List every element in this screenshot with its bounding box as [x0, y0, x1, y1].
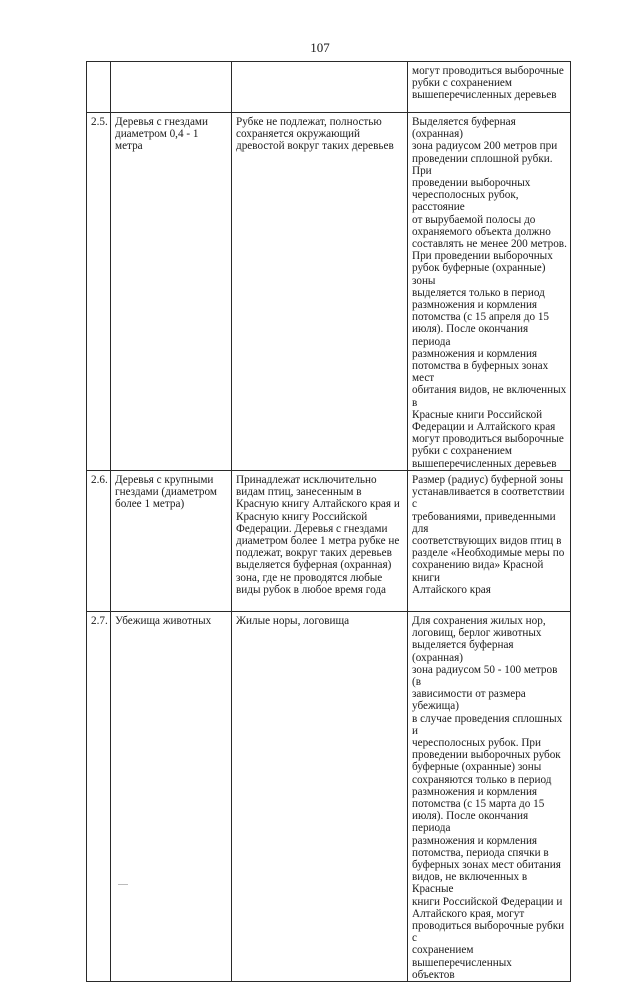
- row-number-cell: [87, 113, 111, 471]
- description-cell: [232, 62, 408, 113]
- row-number: 2.5.: [91, 116, 108, 128]
- measures-cell: [408, 113, 571, 471]
- table-row: [87, 611, 571, 981]
- object-description: Принадлежат исключительно видам птиц, занесенным в Красную книгу Алтайского края и Красную книгу Российской Федерации. Деревья с гнездами диаметром более 1 метра рубке не подлежат, вокруг таких деревьев выделяется буферная (охранная) зона, где не проводятся любые виды рубок в любое время года: [236, 473, 400, 596]
- measures-cell: [408, 611, 571, 981]
- description-cell: [232, 611, 408, 981]
- object-name: Деревья с крупными гнездами (диаметром более 1 метра): [115, 473, 217, 511]
- row-number: 2.6.: [91, 473, 108, 486]
- description-cell: [232, 470, 408, 611]
- object-cell: [111, 113, 232, 471]
- protection-measures: Выделяется буферная (охранная) зона радиусом 200 метров при проведении сплошной рубки. При проведении выборочных чересполосных рубок, расстояние от вырубаемой полосы до охраняемого объекта должно составлять не менее 200 метров. При проведении выборочных рубок буферные (охранные) зоны выделяется только в период размножения и кормления потомства (с 15 апреля до 15 июля). После окончания периода размножения и кормления потомства в буферных зонах мест обитания видов, не включенных в Красные книги Российской Федерации и Алтайского края могут проводиться выборочные рубки с сохранением вышеперечисленных деревьев: [412, 116, 567, 470]
- row-number: 2.7.: [91, 614, 108, 627]
- object-cell: [111, 611, 232, 981]
- measures-cell: [408, 470, 571, 611]
- table-row: [87, 62, 571, 113]
- scan-artifact: [118, 884, 128, 885]
- protection-measures: Размер (радиус) буферной зоны устанавливается в соответствии с требованиями, приведенными для соответствующих видов птиц в разделе «Необходимые меры по сохранению вида» Красной книги Алтайского края: [412, 473, 565, 596]
- object-description: Жилые норы, логовища: [236, 614, 350, 627]
- table-row: [87, 113, 571, 471]
- row-number-cell: [87, 62, 111, 113]
- row-number-cell: [87, 470, 111, 611]
- table-row: [87, 470, 571, 611]
- measures-table: [86, 61, 571, 982]
- object-description: Рубке не подлежат, полностью сохраняется окружающий древостой вокруг таких деревьев: [236, 116, 394, 153]
- protection-measures: Для сохранения жилых нор, логовищ, берлог животных выделяется буферная (охранная) зона радиусом 50 - 100 метров (в зависимости от размера убежища) в случае проведения сплошных и чересполосных рубок. При проведении выборочных рубок буферные (охранные) зоны сохраняются только в период размножения и кормления потомства (с 15 марта до 15 июля). После окончания периода размножения и кормления потомства, периода спячки в буферных зонах мест обитания видов, не включенных в Красные книги Российской Федерации и Алтайского края, могут проводиться выборочные рубки с сохранением вышеперечисленных объектов: [412, 614, 565, 981]
- object-name: Деревья с гнездами диаметром 0,4 - 1 метра: [115, 116, 209, 153]
- measures-cell: [408, 62, 571, 113]
- description-cell: [232, 113, 408, 471]
- object-name: Убежища животных: [115, 614, 212, 627]
- row-number-cell: [87, 611, 111, 981]
- protection-measures: могут проводиться выборочные рубки с сохранением вышеперечисленных деревьев: [412, 65, 564, 102]
- page-number: 107: [310, 40, 330, 55]
- object-cell: [111, 470, 232, 611]
- object-cell: [111, 62, 232, 113]
